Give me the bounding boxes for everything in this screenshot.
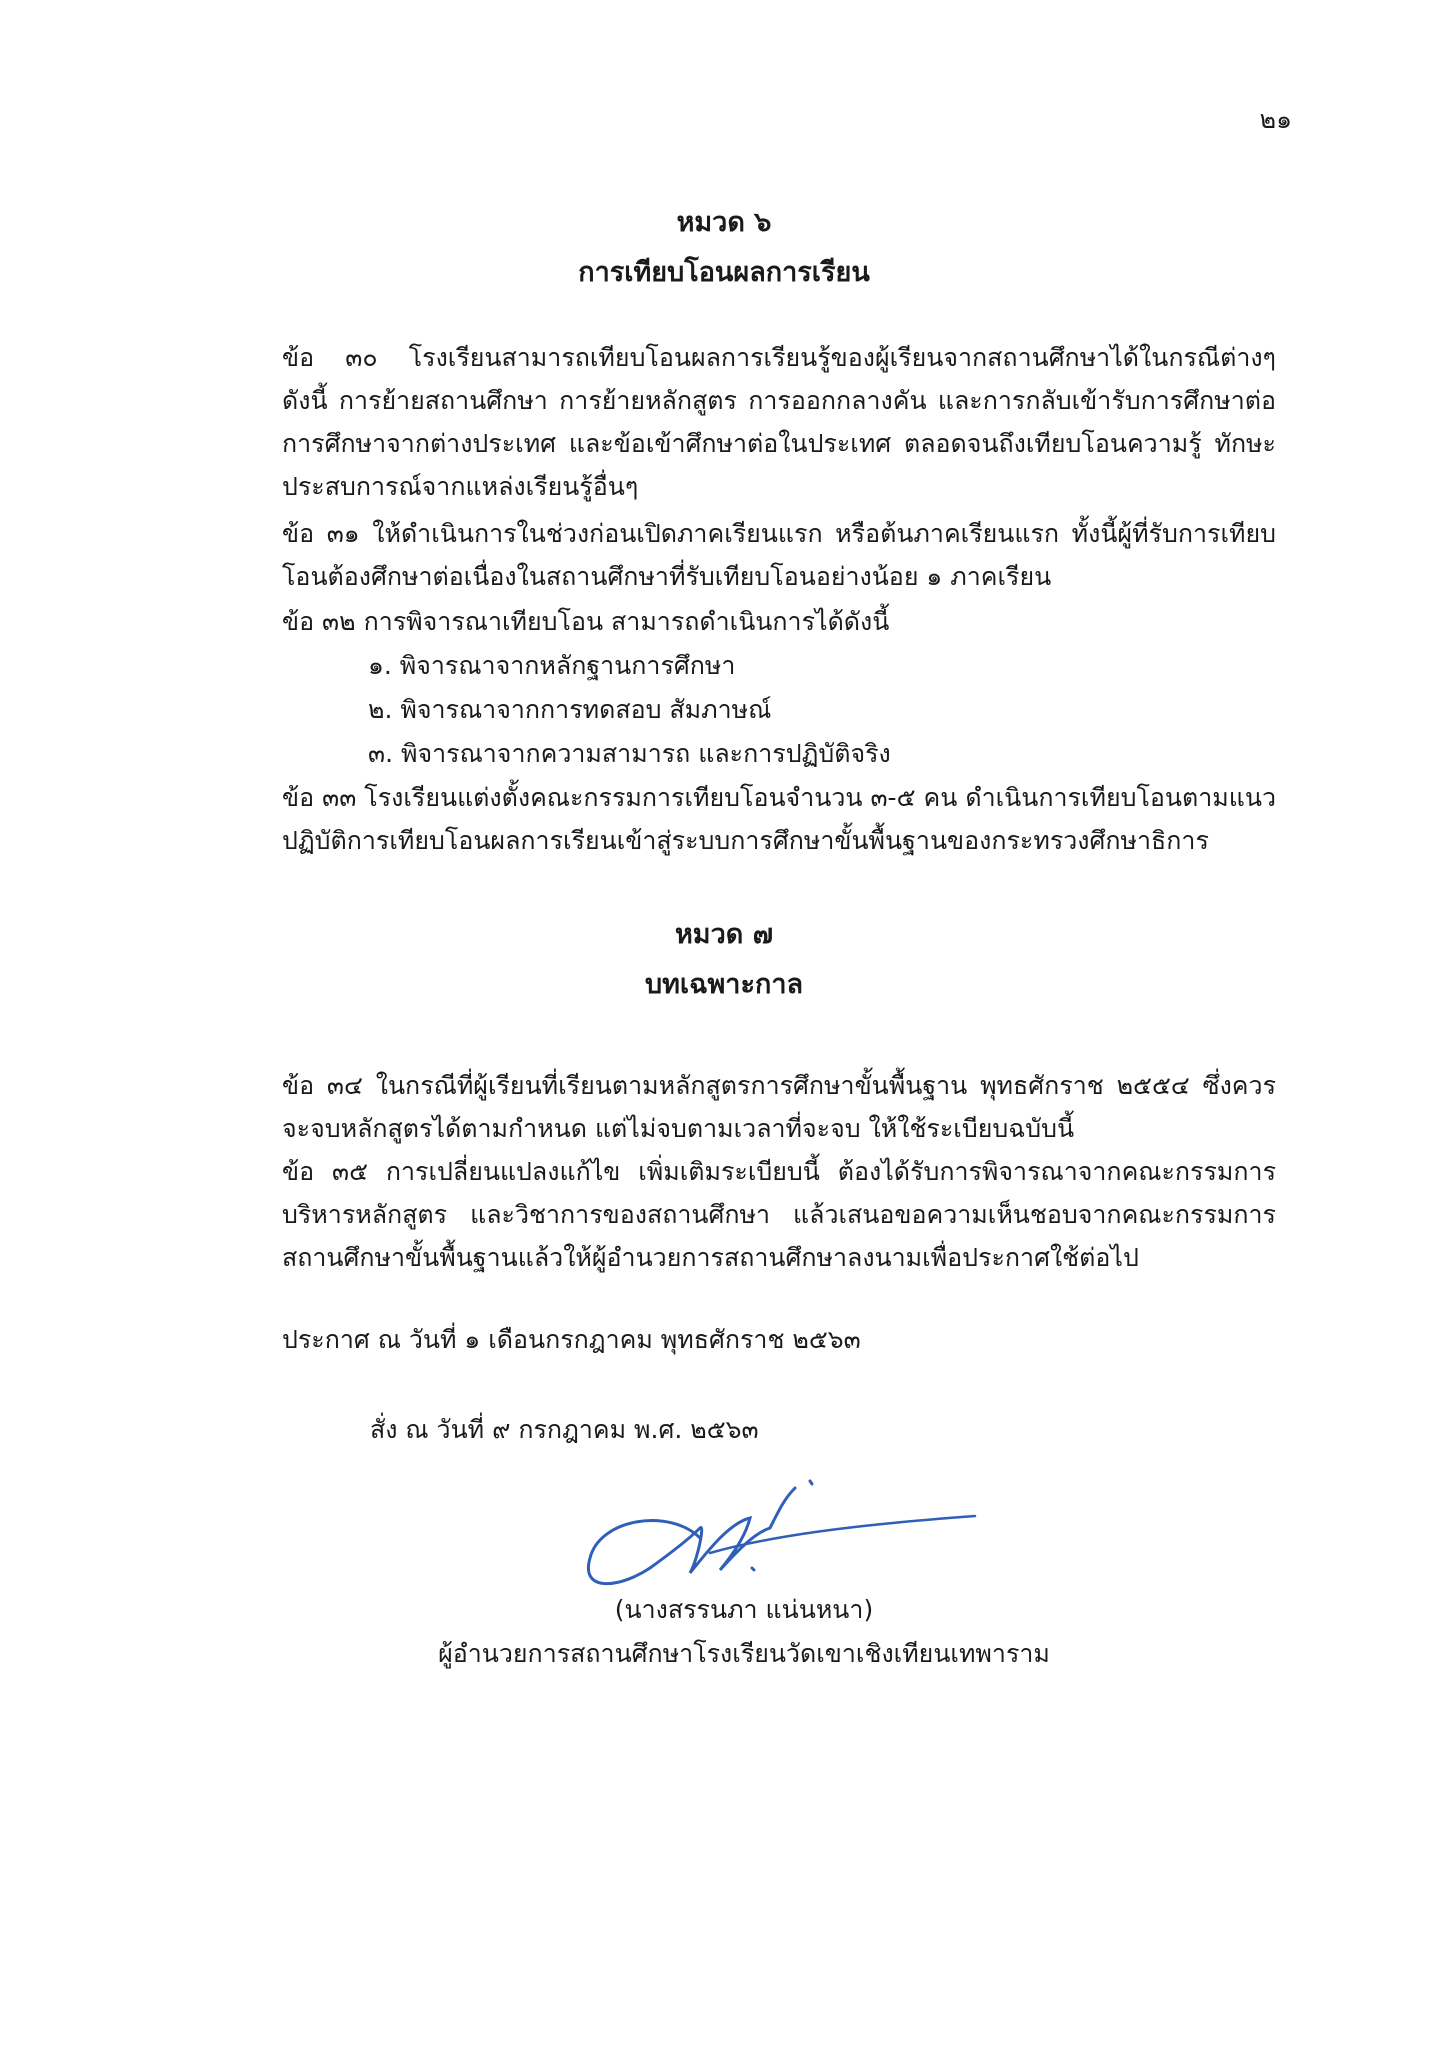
- announcement-date: ประกาศ ณ วันที่ ๑ เดือนกรกฎาคม พุทธศักราช ๒๕๖๓: [282, 1325, 861, 1354]
- chapter-7-subtitle: บทเฉพาะกาล: [644, 969, 804, 1000]
- chapter-6-title: หมวด ๖: [676, 207, 772, 238]
- clause-35: [194, 1150, 1276, 1279]
- clause-32-item-1: ๑. พิจารณาจากหลักฐานการศึกษา: [368, 651, 736, 680]
- clause-34: [194, 1064, 1276, 1150]
- clause-33-text: ข้อ ๓๓ โรงเรียนแต่งตั้งคณะกรรมการเทียบโอนจำนวน ๓-๕ คน ดำเนินการเทียบโอนตามแนวปฏิบัติการเทียบโอนผลการเรียนเข้าสู่ระบบการศึกษาขั้นพื้นฐานของกระทรวงศึกษาธิการ: [282, 783, 1276, 855]
- page-number: ๒๑: [1259, 105, 1292, 134]
- signature-stroke-dot: [810, 1481, 812, 1484]
- signature-stroke-main: [588, 1488, 795, 1584]
- chapter-6-subtitle: การเทียบโอนผลการเรียน: [578, 257, 870, 288]
- chapter-7-title: หมวด ๗: [675, 919, 773, 950]
- clause-30-text: ข้อ ๓๐ โรงเรียนสามารถเทียบโอนผลการเรียนรู้ของผู้เรียนจากสถานศึกษาได้ในกรณีต่างๆ ดังนี้ การย้ายสถานศึกษา การย้ายหลักสูตร การออกกลางคัน และการกลับเข้ารับการศึกษาต่อ การศึกษาจากต่างประเทศ และข้อเข้าศึกษาต่อในประเทศ ตลอดจนถึงเทียบโอนความรู้ ทักษะ ประสบการณ์จากแหล่งเรียนรู้อื่นๆ: [282, 343, 1276, 501]
- clause-32: [194, 600, 1276, 643]
- clause-34-text: ข้อ ๓๔ ในกรณีที่ผู้เรียนที่เรียนตามหลักสูตรการศึกษาขั้นพื้นฐาน พุทธศักราช ๒๕๕๔ ซึ่งควรจะจบหลักสูตรได้ตามกำหนด แต่ไม่จบตามเวลาที่จะจบ ให้ใช้ระเบียบฉบับนี้: [282, 1071, 1276, 1143]
- order-date: สั่ง ณ วันที่ ๙ กรกฎาคม พ.ศ. ๒๕๖๓: [370, 1415, 759, 1444]
- clause-33: [194, 776, 1276, 862]
- clause-32-item-2: ๒. พิจารณาจากการทดสอบ สัมภาษณ์: [368, 695, 772, 724]
- handwritten-signature: [580, 1478, 980, 1598]
- signer-position: ผู้อำนวยการสถานศึกษาโรงเรียนวัดเขาเชิงเทียนเทพาราม: [438, 1639, 1050, 1668]
- signature-stroke-dot-2: [752, 1568, 754, 1570]
- clause-31-text: ข้อ ๓๑ ให้ดำเนินการในช่วงก่อนเปิดภาคเรียนแรก หรือต้นภาคเรียนแรก ทั้งนี้ผู้ที่รับการเทียบโอนต้องศึกษาต่อเนื่องในสถานศึกษาที่รับเทียบโอนอย่างน้อย ๑ ภาคเรียน: [282, 519, 1276, 591]
- clause-31: [194, 512, 1276, 598]
- clause-32-text: ข้อ ๓๒ การพิจารณาเทียบโอน สามารถดำเนินการได้ดังนี้: [282, 607, 890, 636]
- clause-32-item-3: ๓. พิจารณาจากความสามารถ และการปฏิบัติจริง: [368, 739, 891, 768]
- clause-35-text: ข้อ ๓๕ การเปลี่ยนแปลงแก้ไข เพิ่มเติมระเบียบนี้ ต้องได้รับการพิจารณาจากคณะกรรมการบริหารหลักสูตร และวิชาการของสถานศึกษา แล้วเสนอขอความเห็นชอบจากคณะกรรมการสถานศึกษาขั้นพื้นฐานแล้วให้ผู้อำนวยการสถานศึกษาลงนามเพื่อประกาศใช้ต่อไป: [282, 1157, 1276, 1272]
- signer-name: (นางสรรนภา แน่นหนา): [614, 1595, 874, 1624]
- clause-30: [194, 336, 1276, 508]
